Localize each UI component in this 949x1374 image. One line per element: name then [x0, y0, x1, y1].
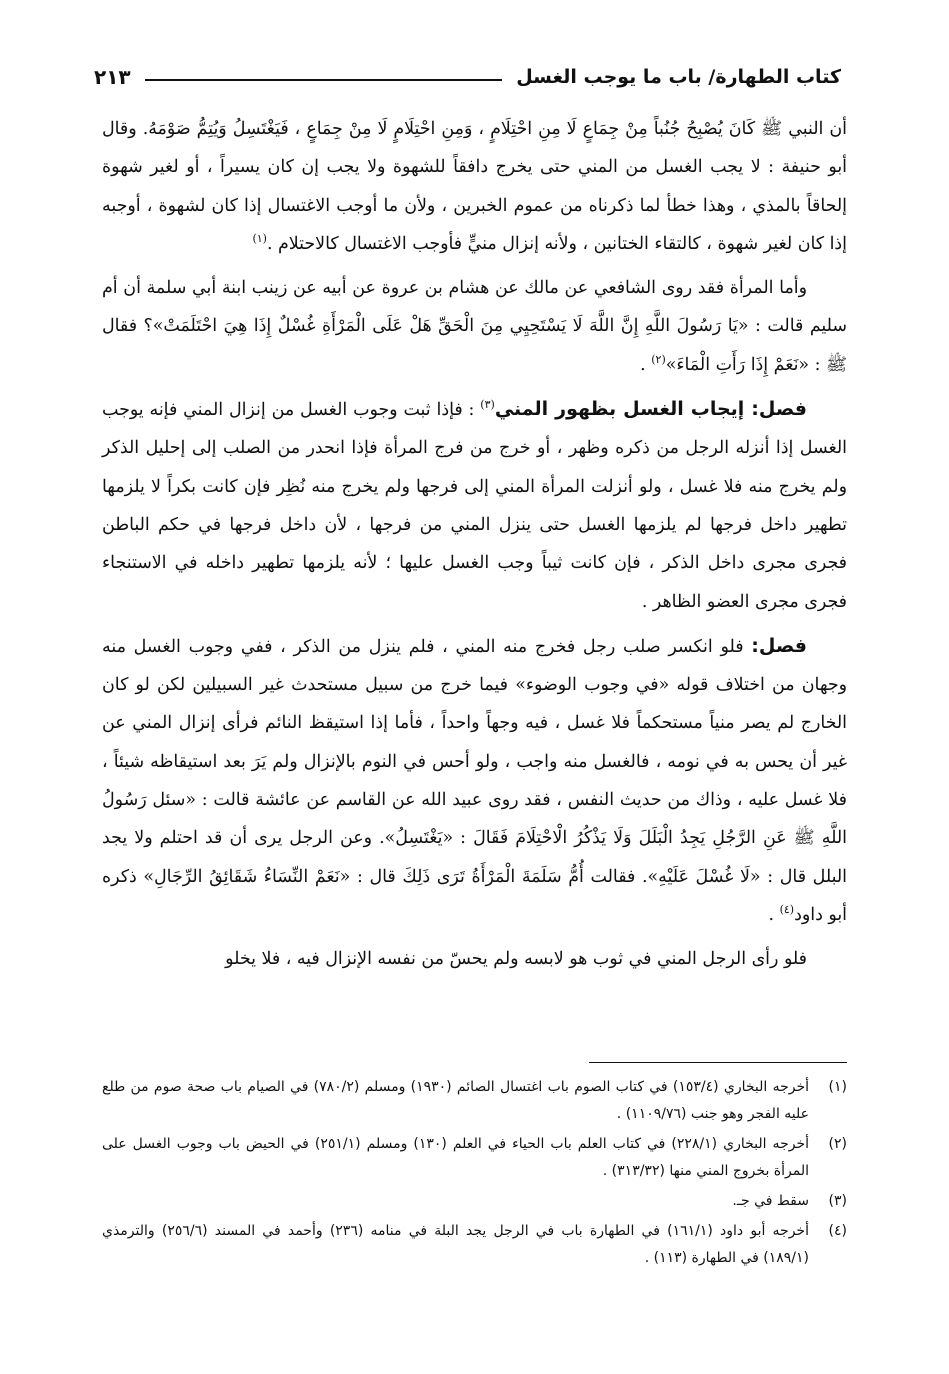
footnote-text: أخرجه البخاري (٢٢٨/١) في كتاب العلم باب الحياء في العلم (١٣٠) ومسلم (٢٥١/١) في الحيض باب وجوب الغسل على المرأة بخروج المني منها (٣١٣/٣٢) .	[102, 1136, 809, 1179]
footnote-text: سقط في جـ.	[732, 1193, 809, 1209]
footnote-separator	[589, 1062, 847, 1063]
footnote-number: (٣)	[828, 1193, 847, 1209]
running-header	[94, 62, 841, 92]
footnote-ref-1: (١)	[252, 232, 267, 246]
paragraph-3-text: : فإذا ثبت وجوب الغسل من إنزال المني فإنه يوجب الغسل إذا أنزله الرجل من ذكره وظهر ، أو خرج من فرج المرأة فإذا انحدر من الصلب إلى إحليل الذكر ولم يخرج منه فلا غسل ، ولو أنزلت المرأة المني إلى فرجها ولم يخرج منه نُظِر فإن كانت بكراً لا يلزمها تطهير داخل فرجها لم يلزمها الغسل حتى ينزل المني من فرجها ، لأن داخل فرجها في حكم الباطن فجرى مجرى داخل الذكر ، فإن كانت ثيباً وجب الغسل عليها ؛ لأنه يلزمها تطهير داخله في الاستنجاء فجرى مجرى العضو الظاهر .	[102, 400, 847, 612]
footnote-ref-2: (٢)	[651, 352, 666, 366]
footnote-item	[102, 1131, 847, 1185]
paragraph-1	[102, 110, 847, 263]
paragraph-5-text: فلو رأى الرجل المني في ثوب هو لابسه ولم يحسّ من نفسه الإنزال فيه ، فلا يخلو	[225, 949, 807, 970]
section-heading-2: فصل:	[751, 634, 807, 657]
paragraph-5	[102, 940, 847, 978]
section-heading-1: فصل: إيجاب الغسل بظهور المني	[494, 398, 807, 421]
paragraph-4: فصل: فلو انكسر صلب رجل فخرج منه المني ، فلم ينزل من الذكر ، ففي وجوب الغسل منه وجهان من اختلاف قوله «في وجوب الوضوء» فيما خرج من سبيل مستحدث غير السبيلين لكن لو كان الخارج لم يصر منياً مستحكماً فلا غسل ، فيه وجهاً واحداً ، فأما إذا استيقظ النائم فرأى إنزال المني عن غير أن يحس به في نومه ، فالغسل منه واجب ، ولو أحس في النوم بالإنزال ولم يَرَ بعد استيقاظه شيئاً ، فلا غسل عليه ، وذاك من حديث النفس ، فقد روى عبيد الله عن القاسم عن عائشة قالت : «سئل رَسُولُ اللَّهِ ﷺ عَنِ الرَّجُلِ يَجِدُ الْبَلَلَ وَلَا يَذْكُرُ الْاحْتِلَامَ فَقَالَ : «يَغْتَسِلُ». وعن الرجل يرى أن قد احتلم ولا يجد البلل قال : «لَا غُسْلَ عَلَيْهِ». فقالت أُمُّ سَلَمَةَ الْمَرْأَةُ تَرَى ذَلِكَ قال : «نَعَمْ النِّسَاءُ شَقَائِقُ الرِّجَالِ» ذكره أبو داود$^{(٤)}$ .	[102, 634, 847, 925]
footnote-text: أخرجه البخاري (١٥٣/٤) في كتاب الصوم باب اغتسال الصائم (١٩٣٠) ومسلم (٧٨٠/٢) في الصيام باب صحة صوم من طلع عليه الفجر وهو جنب (١١٠٩/٧٦) .	[102, 1079, 810, 1122]
paragraph-2-text: وأما المرأة فقد روى الشافعي عن مالك عن هشام بن عروة عن أبيه عن زينب ابنة أبي سلمة أن أم سليم قالت : «يَا رَسُولَ اللَّهِ إِنَّ اللَّهَ لَا يَسْتَحِيِي مِنَ الْحَقِّ هَلْ عَلَى الْمَرْأَةِ غُسْلٌ إِذَا هِيَ احْتَلَمَتْ»؟ فقال ﷺ : «نَعَمْ إِذَا رَأَتِ الْمَاءَ»	[102, 278, 847, 375]
header-rule	[145, 79, 503, 81]
footnotes	[102, 1074, 847, 1275]
footnote-item	[102, 1074, 847, 1128]
footnote-number: (٢)	[828, 1136, 847, 1152]
paragraph-4-text: فلو انكسر صلب رجل فخرج منه المني ، فلم ينزل من الذكر ، ففي وجوب الغسل منه وجهان من اختلاف قوله «في وجوب الوضوء» فيما خرج من سبيل مستحدث غير السبيلين لكن لو كان الخارج لم يصر منياً مستحكماً فلا غسل ، فيه وجهاً واحداً ، فأما إذا استيقظ النائم فرأى إنزال المني عن غير أن يحس به في نومه ، فالغسل منه واجب ، ولو أحس في النوم بالإنزال ولم يَرَ بعد استيقاظه شيئاً ، فلا غسل عليه ، وذاك من حديث النفس ، فقد روى عبيد الله عن القاسم عن عائشة قالت : «سئل رَسُولُ اللَّهِ ﷺ عَنِ الرَّجُلِ يَجِدُ الْبَلَلَ وَلَا يَذْكُرُ الْاحْتِلَامَ فَقَالَ : «يَغْتَسِلُ». وعن الرجل يرى أن قد احتلم ولا يجد البلل قال : «لَا غُسْلَ عَلَيْهِ». فقالت أُمُّ سَلَمَةَ الْمَرْأَةُ تَرَى ذَلِكَ قال : «نَعَمْ النِّسَاءُ شَقَائِقُ الرِّجَالِ» ذكره أبو داود	[102, 636, 847, 925]
paragraph-2: وأما المرأة فقد روى الشافعي عن مالك عن هشام بن عروة عن أبيه عن زينب ابنة أبي سلمة أن أم سليم قالت : «يَا رَسُولَ اللَّهِ إِنَّ اللَّهَ لَا يَسْتَحِيِي مِنَ الْحَقِّ هَلْ عَلَى الْمَرْأَةِ غُسْلٌ إِذَا هِيَ احْتَلَمَتْ»؟ فقال ﷺ : «نَعَمْ إِذَا رَأَتِ الْمَاءَ»$^{(٢)}$ .	[102, 278, 847, 375]
main-text	[102, 110, 847, 979]
footnote-ref-4: (٤)	[779, 903, 795, 917]
paragraph-3	[102, 390, 847, 621]
footnote-item	[102, 1188, 847, 1215]
page-number: ٢١٣	[94, 65, 131, 89]
footnote-text: أخرجه أبو داود (١٦١/١) في الطهارة باب في الرجل يجد البلة في منامه (٢٣٦) وأحمد في المسند (٢٥٦/٦) والترمذي (١٨٩/١) في الطهارة (١١٣) .	[102, 1223, 809, 1266]
footnote-number: (٤)	[828, 1223, 847, 1239]
running-title: كتاب الطهارة/ باب ما يوجب الغسل	[516, 66, 841, 88]
paragraph-1-text: أن النبي ﷺ كَانَ يُصْبِحُ جُنُباً مِنْ جِمَاعٍ لَا مِنِ احْتِلَامٍ ، وَمِنِ احْتِلَامٍ لَا مِنْ جِمَاعٍ ، فَيَغْتَسِلُ وَيُتِمُّ صَوْمَهُ. وقال أبو حنيفة : لا يجب الغسل من المني حتى يخرج دافقاً للشهوة ولا يجب إن كان يسيراً ، أو لغير شهوة إلحاقاً بالمذي ، وهذا خطأ لما ذكرناه من عموم الخبرين ، ولأن ما أوجب الاغتسال إذا كان لشهوة ، أوجبه إذا كان لغير شهوة ، كالتقاء الختانين ، ولأنه إنزال منيٍّ فأوجب الاغتسال كالاحتلام .	[102, 119, 847, 254]
footnote-item	[102, 1218, 847, 1272]
footnote-number: (١)	[828, 1079, 847, 1095]
footnote-ref-3: (٣)	[480, 398, 495, 412]
